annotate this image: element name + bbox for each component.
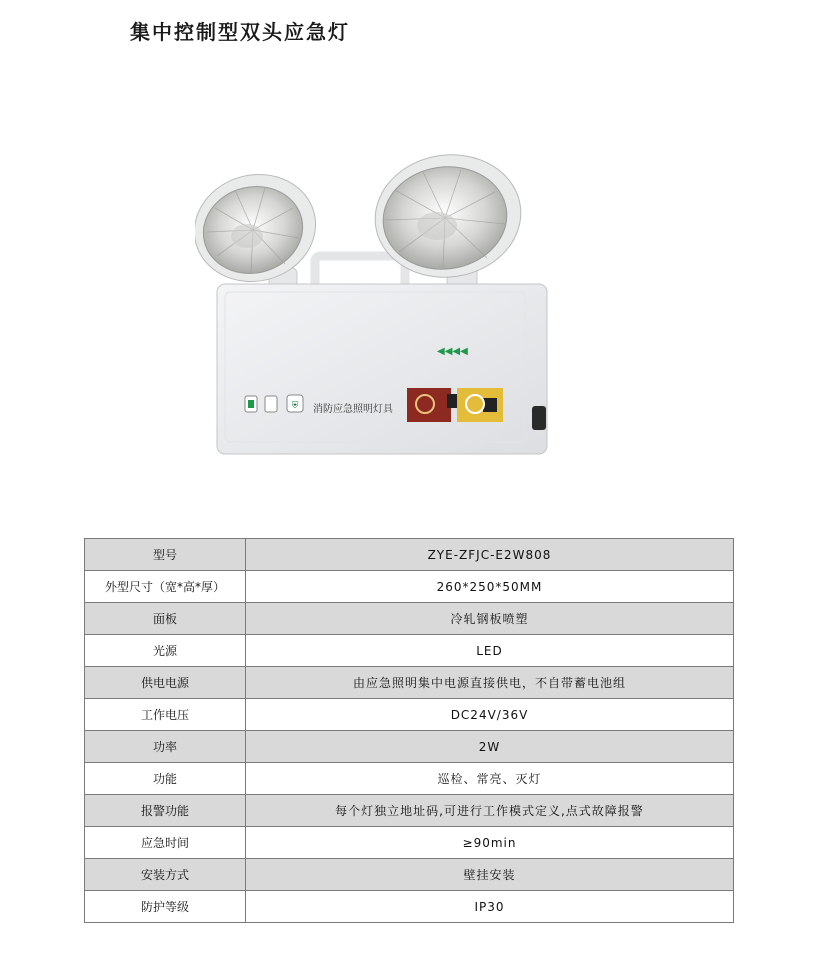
- table-row: [85, 603, 734, 635]
- spec-key: 光源: [85, 635, 246, 667]
- table-row: [85, 731, 734, 763]
- spec-key: 功能: [85, 763, 246, 795]
- lamp-body: [217, 284, 547, 454]
- spec-table: [84, 538, 734, 923]
- table-row: [85, 539, 734, 571]
- spec-value: ≥90min: [246, 827, 734, 859]
- spec-key: 供电电源: [85, 667, 246, 699]
- spec-value: 冷轧钢板喷塑: [246, 603, 734, 635]
- indicator-arrows: ◀◀◀◀: [437, 346, 468, 357]
- spec-value: 2W: [246, 731, 734, 763]
- table-row: [85, 795, 734, 827]
- certification-label-red: [407, 388, 451, 422]
- spec-key: 工作电压: [85, 699, 246, 731]
- table-row: [85, 827, 734, 859]
- spec-value: 巡检、常亮、灭灯: [246, 763, 734, 795]
- spec-key: 应急时间: [85, 827, 246, 859]
- spec-value: LED: [246, 635, 734, 667]
- spec-key: 功率: [85, 731, 246, 763]
- emergency-light-illustration: [195, 150, 555, 480]
- spec-value: 每个灯独立地址码,可进行工作模式定义,点式故障报警: [246, 795, 734, 827]
- svg-text:⛨: ⛨: [291, 401, 299, 411]
- spec-value: ZYE-ZFJC-E2W808: [246, 539, 734, 571]
- table-row: [85, 859, 734, 891]
- spec-value: 由应急照明集中电源直接供电，不自带蓄电池组: [246, 667, 734, 699]
- table-row: [85, 763, 734, 795]
- spec-key: 面板: [85, 603, 246, 635]
- page-title: 集中控制型双头应急灯: [130, 20, 350, 44]
- spec-key: 报警功能: [85, 795, 246, 827]
- spec-value: 壁挂安装: [246, 859, 734, 891]
- spec-key: 防护等级: [85, 891, 246, 923]
- left-lamp-head: [195, 162, 327, 294]
- table-row: [85, 699, 734, 731]
- table-row: [85, 667, 734, 699]
- table-row: [85, 571, 734, 603]
- spec-key: 安装方式: [85, 859, 246, 891]
- spec-key: 型号: [85, 539, 246, 571]
- side-switch: [532, 406, 546, 430]
- spec-value: 260*250*50MM: [246, 571, 734, 603]
- right-lamp-head: [367, 150, 529, 287]
- spec-value: DC24V/36V: [246, 699, 734, 731]
- product-photo: [195, 150, 555, 480]
- panel-label: 消防应急照明灯具: [313, 404, 393, 415]
- spec-value: IP30: [246, 891, 734, 923]
- spec-key: 外型尺寸（宽*高*厚）: [85, 571, 246, 603]
- table-row: [85, 891, 734, 923]
- table-row: [85, 635, 734, 667]
